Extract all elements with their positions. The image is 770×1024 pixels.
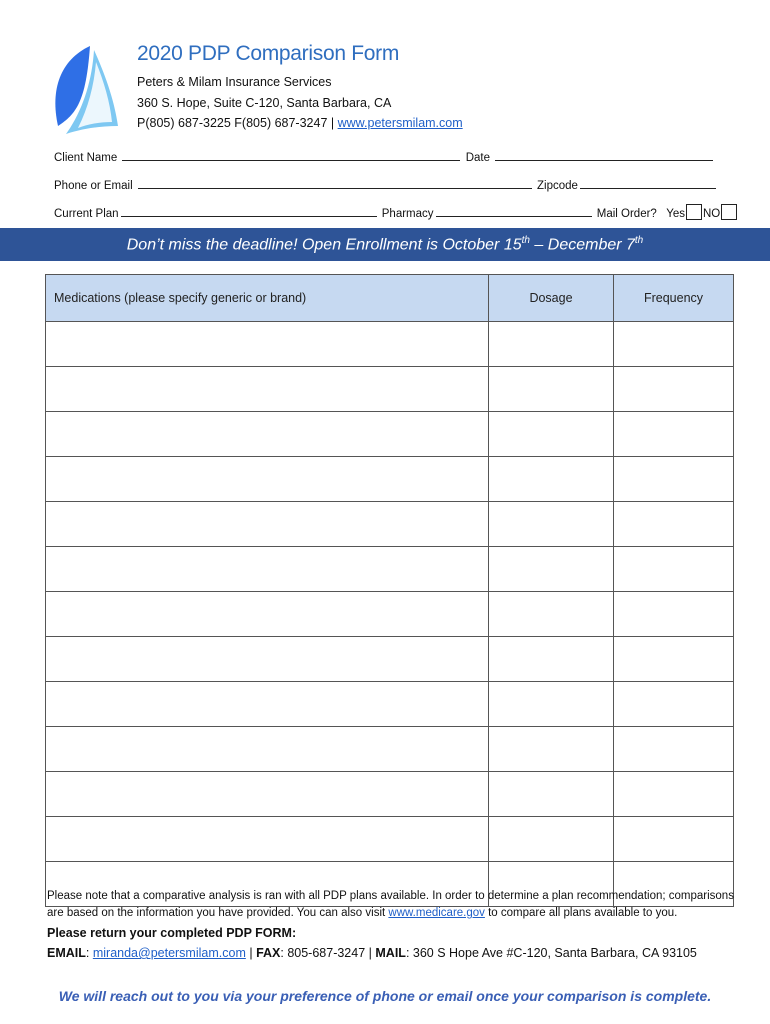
medication-cell[interactable] xyxy=(46,412,489,457)
frequency-cell[interactable] xyxy=(614,457,734,502)
dosage-cell[interactable] xyxy=(489,727,614,772)
frequency-cell[interactable] xyxy=(614,682,734,727)
current-plan-label: Current Plan xyxy=(54,208,119,220)
medications-header: Medications (please specify generic or brand) xyxy=(46,275,489,322)
table-row xyxy=(46,322,734,367)
closing-message: We will reach out to you via your preference of phone or email once your comparison is complete. xyxy=(58,988,712,1004)
date-field[interactable] xyxy=(495,149,713,161)
phone-email-row xyxy=(54,177,718,192)
client-name-field[interactable] xyxy=(122,149,460,161)
table-row xyxy=(46,592,734,637)
banner-text-2: – December 7 xyxy=(529,236,635,254)
phone-email-field[interactable] xyxy=(138,177,532,189)
frequency-cell[interactable] xyxy=(614,772,734,817)
banner-sup-2: th xyxy=(634,235,644,246)
dosage-cell[interactable] xyxy=(489,322,614,367)
mail-label: MAIL xyxy=(375,946,406,960)
table-row xyxy=(46,682,734,727)
fax-label: FAX xyxy=(256,946,281,960)
dosage-cell[interactable] xyxy=(489,547,614,592)
note-text-end: to compare all plans available to you. xyxy=(484,907,678,919)
frequency-cell[interactable] xyxy=(614,592,734,637)
medication-cell[interactable] xyxy=(46,727,489,772)
table-row xyxy=(46,727,734,772)
table-row xyxy=(46,547,734,592)
medication-cell[interactable] xyxy=(46,772,489,817)
banner-text-1: Don’t miss the deadline! Open Enrollment is October 15 xyxy=(126,236,522,254)
company-name: Peters & Milam Insurance Services xyxy=(137,75,332,89)
medication-cell[interactable] xyxy=(46,457,489,502)
table-row xyxy=(46,367,734,412)
table-header-row xyxy=(46,275,734,322)
medication-cell[interactable] xyxy=(46,592,489,637)
table-row xyxy=(46,412,734,457)
medication-cell[interactable] xyxy=(46,502,489,547)
email-link[interactable]: miranda@petersmilam.com xyxy=(92,946,246,960)
dosage-cell[interactable] xyxy=(489,457,614,502)
dosage-cell[interactable] xyxy=(489,817,614,862)
yes-checkbox[interactable] xyxy=(686,204,702,220)
medication-cell[interactable] xyxy=(46,322,489,367)
medication-cell[interactable] xyxy=(46,547,489,592)
zipcode-field[interactable] xyxy=(580,177,716,189)
dosage-cell[interactable] xyxy=(489,637,614,682)
table-row xyxy=(46,457,734,502)
fax-number: : 805-687-3247 xyxy=(280,946,366,960)
table-row xyxy=(46,502,734,547)
client-name-row xyxy=(54,149,715,164)
return-contact: EMAIL: miranda@petersmilam.com | FAX: 805-687-3247 | MAIL: 360 S Hope Ave #C-120, Santa Barbara, CA 93105 xyxy=(47,946,697,960)
footer-note xyxy=(47,888,747,922)
note-text: Please note that a comparative analysis is ran with all PDP plans available. In order to determine a plan recommendation; comparisons are based on the information you have provided. You can also visit xyxy=(47,890,734,919)
mail-address: : 360 S Hope Ave #C-120, Santa Barbara, CA 93105 xyxy=(405,946,697,960)
medication-cell[interactable] xyxy=(46,817,489,862)
dosage-cell[interactable] xyxy=(489,367,614,412)
dosage-cell[interactable] xyxy=(489,592,614,637)
dosage-cell[interactable] xyxy=(489,412,614,457)
dosage-header: Dosage xyxy=(489,275,614,322)
frequency-cell[interactable] xyxy=(614,547,734,592)
no-checkbox[interactable] xyxy=(721,204,737,220)
medication-cell[interactable] xyxy=(46,637,489,682)
company-address: 360 S. Hope, Suite C-120, Santa Barbara, CA xyxy=(137,96,392,110)
email-label: EMAIL xyxy=(47,946,86,960)
current-plan-field[interactable] xyxy=(121,205,377,217)
phone-fax: P(805) 687-3225 F(805) 687-3247 | xyxy=(137,116,335,130)
pharmacy-label: Pharmacy xyxy=(381,208,434,220)
banner-sup-1: th xyxy=(521,235,530,246)
plan-row xyxy=(54,204,738,220)
frequency-cell[interactable] xyxy=(614,367,734,412)
company-contact xyxy=(137,116,463,130)
medications-table xyxy=(45,274,734,907)
dosage-cell[interactable] xyxy=(489,502,614,547)
frequency-cell[interactable] xyxy=(614,817,734,862)
dosage-cell[interactable] xyxy=(489,772,614,817)
frequency-cell[interactable] xyxy=(614,322,734,367)
yes-label: Yes xyxy=(666,208,685,220)
frequency-cell[interactable] xyxy=(614,727,734,772)
return-title: Please return your completed PDP FORM: xyxy=(47,926,297,940)
phone-email-label: Phone or Email xyxy=(54,180,133,192)
date-label: Date xyxy=(465,152,490,164)
frequency-cell[interactable] xyxy=(614,412,734,457)
page-title: 2020 PDP Comparison Form xyxy=(137,42,400,65)
medication-cell[interactable] xyxy=(46,367,489,412)
mail-order-label: Mail Order? xyxy=(596,208,657,220)
table-row xyxy=(46,817,734,862)
website-link[interactable]: www.petersmilam.com xyxy=(337,116,463,130)
no-label: NO xyxy=(702,208,721,220)
deadline-text xyxy=(0,235,770,254)
medication-cell[interactable] xyxy=(46,682,489,727)
separator: | xyxy=(245,946,257,960)
frequency-cell[interactable] xyxy=(614,502,734,547)
table-row xyxy=(46,772,734,817)
medicare-link[interactable]: www.medicare.gov xyxy=(388,907,485,919)
frequency-cell[interactable] xyxy=(614,637,734,682)
zipcode-label: Zipcode xyxy=(537,180,578,192)
pharmacy-field[interactable] xyxy=(436,205,592,217)
separator: | xyxy=(365,946,376,960)
table-row xyxy=(46,637,734,682)
company-logo-icon xyxy=(42,42,126,138)
frequency-header: Frequency xyxy=(614,275,734,322)
client-name-label: Client Name xyxy=(54,152,118,164)
dosage-cell[interactable] xyxy=(489,682,614,727)
